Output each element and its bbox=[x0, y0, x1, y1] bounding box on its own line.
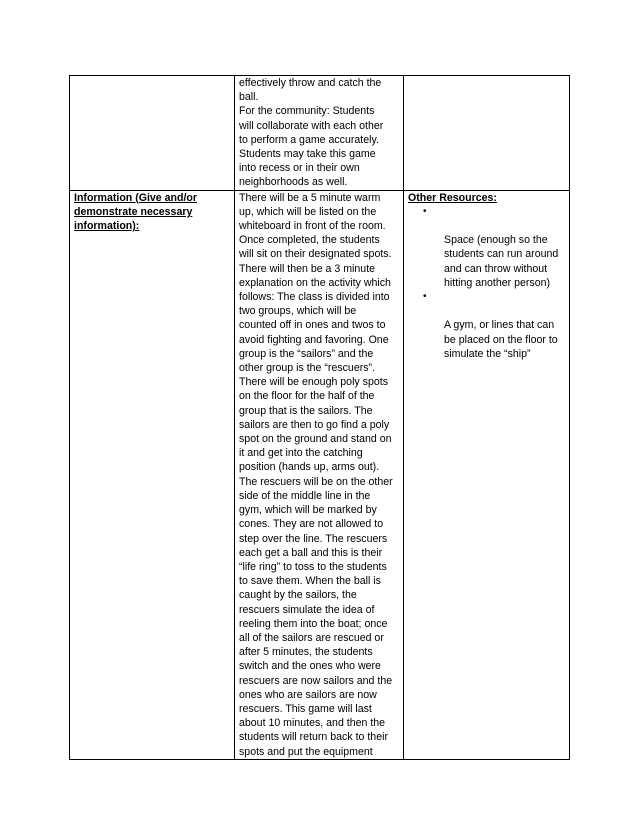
information-heading: Information (Give and/or demonstrate necessary information): bbox=[74, 191, 198, 233]
table-cell-information-body bbox=[235, 190, 404, 759]
table-cell-other-resources bbox=[404, 190, 570, 759]
table-row bbox=[70, 190, 570, 759]
table-cell-empty-left bbox=[70, 76, 235, 191]
resource-item-text: Space (enough so the students can run around and can throw without hitting another person) bbox=[444, 234, 559, 289]
other-resources-heading: Other Resources: bbox=[408, 191, 497, 204]
table-cell-information-heading bbox=[70, 190, 235, 759]
objectives-continued-text: effectively throw and catch the ball. For the community: Students will collaborate with each other to perform a game accurately. Students may take this game into recess or in their own neighborhoods as well. bbox=[239, 77, 384, 189]
bullet-icon: • bbox=[423, 205, 427, 217]
table-cell-objectives-continued bbox=[235, 76, 404, 191]
list-item bbox=[408, 290, 565, 361]
list-item bbox=[408, 205, 565, 290]
table-cell-empty-right bbox=[404, 76, 570, 191]
bullet-icon: • bbox=[423, 291, 427, 303]
resource-item-text: A gym, or lines that can be placed on the floor to simulate the “ship” bbox=[444, 319, 558, 360]
lesson-plan-table bbox=[69, 75, 570, 760]
table-row bbox=[70, 76, 570, 191]
resources-list bbox=[408, 205, 565, 361]
information-body-text: There will be a 5 minute warm up, which will be listed on the whiteboard in front of the room. Once completed, the students will sit on their designated spots. There will then be a 3 minute explanation on the activity which follows: The class is divided into two groups, which will be counted off in ones and twos to avoid fighting and favoring. One group is the “sailors” and the other group is the “rescuers”. There will be enough poly spots on the floor for the half of the group that is the sailors. The sailors are then to go find a poly spot on the ground and stand on it and get into the catching position (hands up, arms out). The rescuers will be on the other side of the middle line in the gym, which will be marked by cones. They are not allowed to step over the line. The rescuers each get a ball and this is their “life ring” to toss to the students to save them. When the ball is caught by the sailors, the rescuers simulate the idea of reeling them into the boat; once all of the sailors are rescued or after 5 minutes, the students switch and the ones who were rescuers are now sailors and the ones who are sailors are now rescuers. This game will last about 10 minutes, and then the students will return back to their spots and put the equipment bbox=[239, 191, 393, 758]
